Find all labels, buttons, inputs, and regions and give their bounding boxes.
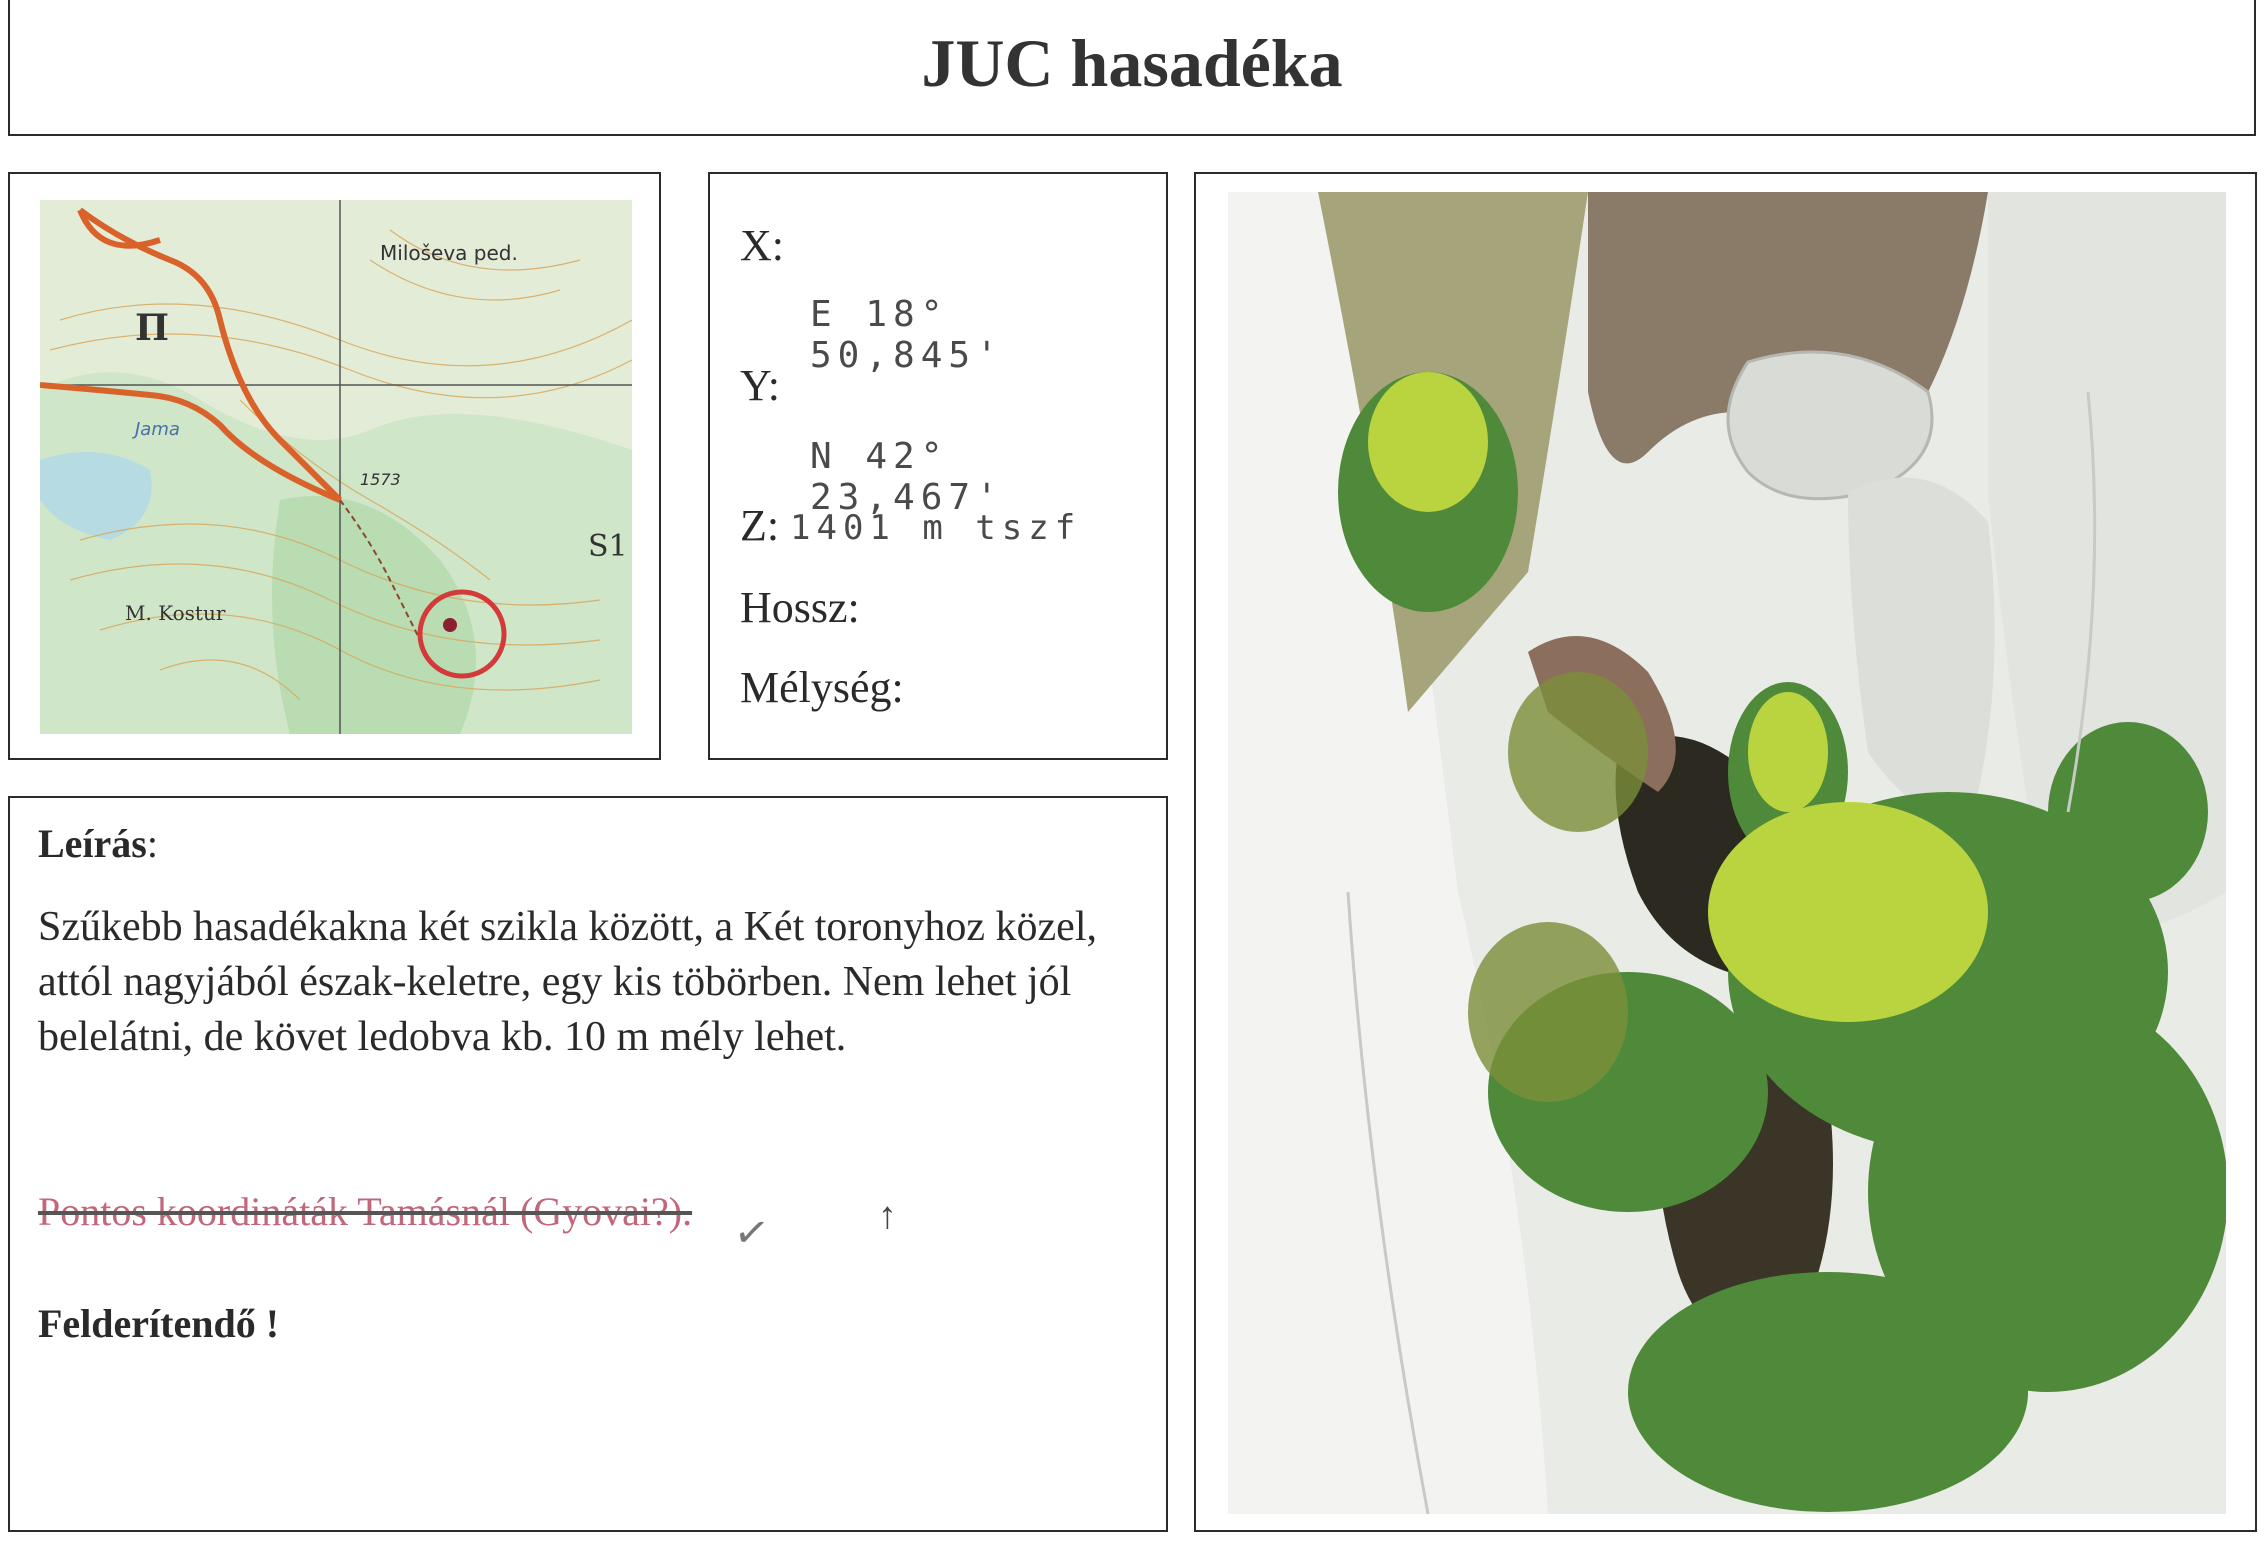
cave-entrance-photo xyxy=(1228,192,2226,1514)
title-box xyxy=(8,0,2256,136)
handwritten-arrow: ↑ xyxy=(878,1195,897,1237)
map-label-s1: S1 xyxy=(588,529,628,564)
map-label-miloseva: Miloševa ped. xyxy=(380,241,518,265)
svg-text:Π: Π xyxy=(135,307,169,349)
handwritten-checkmark: ✓ xyxy=(730,1208,773,1260)
map-label-peak: 1573 xyxy=(360,470,401,489)
map-panel xyxy=(8,172,661,760)
map-label-jama: Jama xyxy=(135,419,180,440)
cave-location-marker xyxy=(443,618,457,632)
topographic-map xyxy=(40,200,632,734)
depth-label: Mélység: xyxy=(740,663,904,712)
z-value: 1401 m tszf xyxy=(790,508,1082,548)
page-title: JUC hasadéka xyxy=(921,25,1343,101)
coordinates-panel xyxy=(708,172,1168,760)
y-value: N 42° 23,467' xyxy=(810,436,1004,518)
description-text: Szűkebb hasadékakna két szikla között, a Két toronyhoz közel, attól nagyjából észak-keletre, egy kis töbörben. Nem lehet jól belelátni, de követ ledobva kb. 10 m mély lehet. xyxy=(38,904,1097,1060)
description-heading: Leírás: xyxy=(38,821,158,866)
x-label: X: xyxy=(740,221,784,270)
map-label-kostur: M. Kostur xyxy=(125,601,226,625)
x-value: E 18° 50,845' xyxy=(810,294,1004,376)
length-label: Hossz: xyxy=(740,583,860,632)
photo-panel xyxy=(1194,172,2257,1532)
y-label: Y: xyxy=(740,361,780,410)
z-label: Z: xyxy=(740,501,780,550)
description-panel xyxy=(8,796,1168,1532)
to-explore-note: Felderítendő ! xyxy=(38,1301,280,1346)
struck-coordinates-note: Pontos koordináták Tamásnál (Gyovai?). xyxy=(38,1189,693,1234)
